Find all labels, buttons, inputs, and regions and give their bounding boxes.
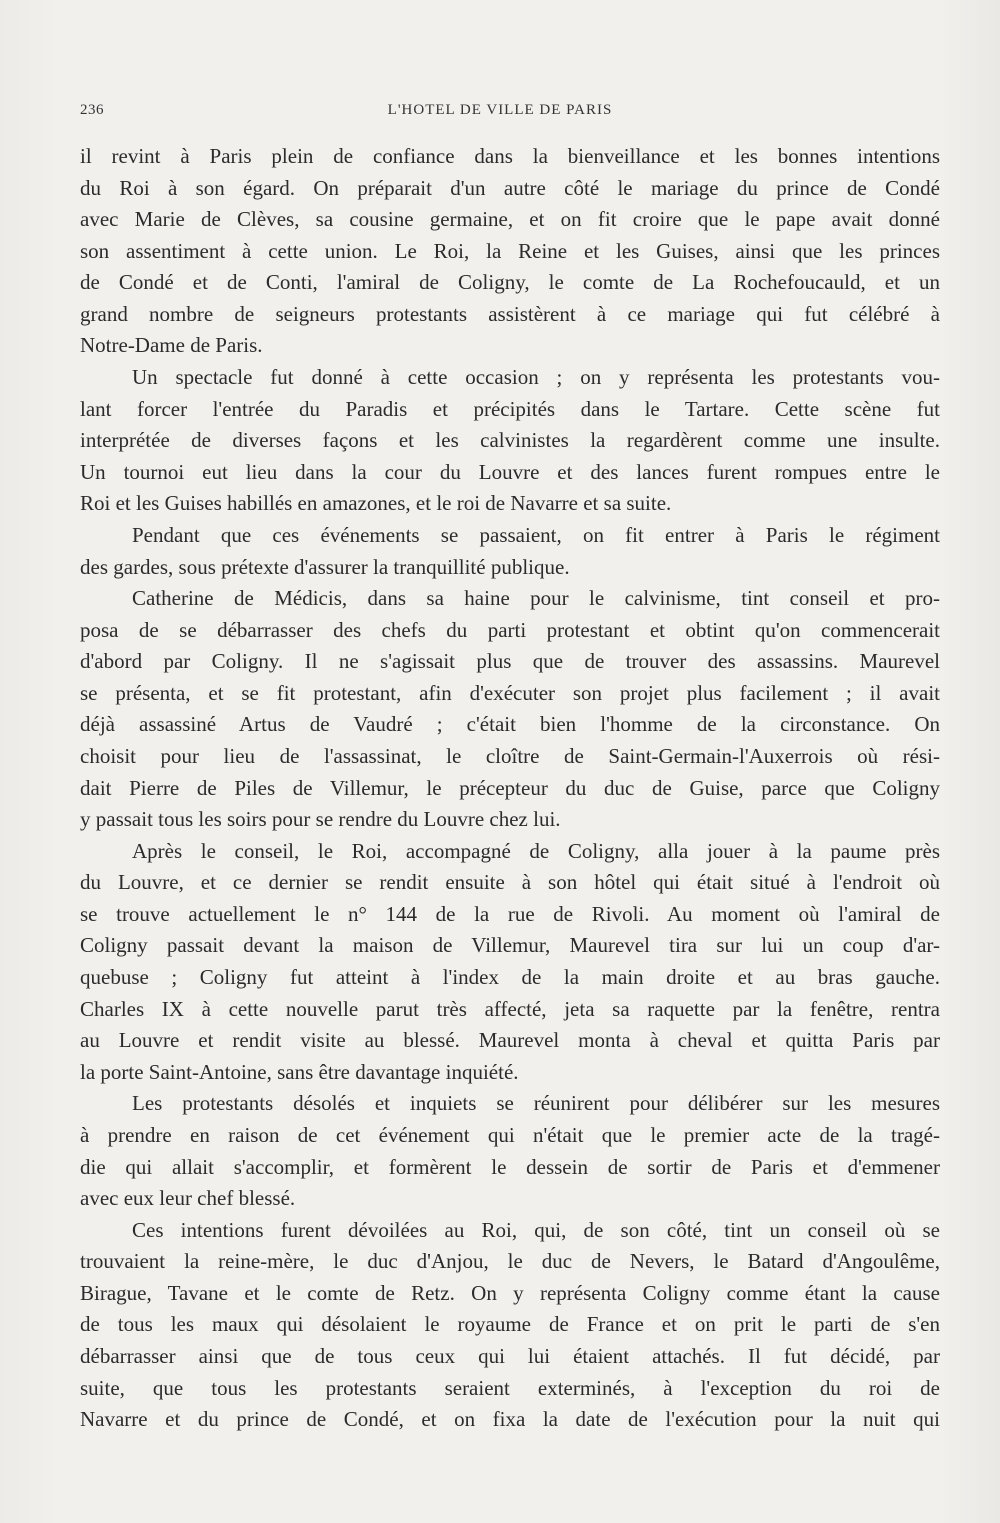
text-line: trouvaient la reine-mère, le duc d'Anjou, le duc de Nevers, le Batard d'Angoulême, (80, 1249, 940, 1274)
text-line: y passait tous les soirs pour se rendre du Louvre chez lui. (80, 807, 561, 832)
text-line: Roi et les Guises habillés en amazones, et le roi de Navarre et sa suite. (80, 491, 672, 516)
text-line: son assentiment à cette union. Le Roi, la Reine et les Guises, ainsi que les princes (80, 238, 940, 263)
paragraph-first-line: Ces intentions furent dévoilées au Roi, qui, de son côté, tint un conseil où se (132, 1217, 940, 1242)
text-line: de Condé et de Conti, l'amiral de Coligny, le comte de La Rochefoucauld, et un (80, 270, 940, 295)
text-line: avec Marie de Clèves, sa cousine germaine, et on fit croire que le pape avait donné (80, 207, 940, 232)
text-line: il revint à Paris plein de confiance dans la bienveillance et les bonnes intentions (80, 144, 940, 168)
text-line: Birague, Tavane et le comte de Retz. On y représenta Coligny comme étant la cause (80, 1280, 940, 1305)
text-line: à prendre en raison de cet événement qui n'était que le premier acte de la tragé- (80, 1122, 940, 1147)
text-line: grand nombre de seigneurs protestants assistèrent à ce mariage qui fut célébré à (80, 301, 940, 326)
text-line: suite, que tous les protestants seraient exterminés, à l'exception du roi de (80, 1375, 940, 1400)
paragraph-first-line: Un spectacle fut donné à cette occasion ; on y représenta les protestants vou- (132, 365, 940, 390)
text-line: Un tournoi eut lieu dans la cour du Louvre et des lances furent rompues entre le (80, 459, 940, 484)
text-line: interprétée de diverses façons et les calvinistes la regardèrent comme une insulte. (80, 428, 940, 453)
paragraph-first-line: Les protestants désolés et inquiets se réunirent pour délibérer sur les mesures (132, 1091, 940, 1116)
text-line: débarrasser ainsi que de tous ceux qui lui étaient attachés. Il fut décidé, par (80, 1343, 940, 1368)
text-line: d'abord par Coligny. Il ne s'agissait plus que de trouver des assassins. Maurevel (80, 649, 940, 674)
text-line: la porte Saint-Antoine, sans être davantage inquiété. (80, 1059, 519, 1084)
text-line: Notre-Dame de Paris. (80, 333, 263, 358)
text-line: die qui allait s'accomplir, et formèrent le dessein de sortir de Paris et d'emmener (80, 1154, 940, 1179)
text-line: des gardes, sous prétexte d'assurer la tranquillité publique. (80, 554, 570, 579)
text-line: Charles IX à cette nouvelle parut très affecté, jeta sa raquette par la fenêtre, rentra (80, 996, 940, 1021)
text-line: déjà assassiné Artus de Vaudré ; c'était bien l'homme de la circonstance. On (80, 712, 940, 737)
text-line: au Louvre et rendit visite au blessé. Maurevel monta à cheval et quitta Paris par (80, 1028, 940, 1053)
text-line: de tous les maux qui désolaient le royaume de France et on prit le parti de s'en (80, 1312, 940, 1337)
text-line: choisit pour lieu de l'assassinat, le cloître de Saint-Germain-l'Auxerrois où rési- (80, 743, 940, 768)
text-line: Navarre et du prince de Condé, et on fixa la date de l'exécution pour la nuit qui (80, 1407, 940, 1432)
running-head (0, 102, 1000, 126)
text-line: se présenta, et se fit protestant, afin d'exécuter son projet plus facilement ; il avait (80, 680, 940, 705)
text-line: se trouve actuellement le n° 144 de la rue de Rivoli. Au moment où l'amiral de (80, 901, 940, 926)
text-line: dait Pierre de Piles de Villemur, le précepteur du duc de Guise, parce que Coligny (80, 775, 940, 800)
text-line: posa de se débarrasser des chefs du parti protestant et obtint qu'on commencerait (80, 617, 940, 642)
text-line: Coligny passait devant la maison de Villemur, Maurevel tira sur lui un coup d'ar- (80, 933, 940, 958)
text-line: avec eux leur chef blessé. (80, 1186, 296, 1211)
paragraph-first-line: Après le conseil, le Roi, accompagné de Coligny, alla jouer à la paume près (132, 838, 940, 863)
running-title: L'HOTEL DE VILLE DE PARIS (387, 102, 613, 118)
paragraph-first-line: Catherine de Médicis, dans sa haine pour le calvinisme, tint conseil et pro- (132, 586, 940, 611)
text-line: du Roi à son égard. On préparait d'un autre côté le mariage du prince de Condé (80, 175, 940, 200)
text-line: du Louvre, et ce dernier se rendit ensuite à son hôtel qui était situé à l'endroit où (80, 870, 940, 895)
page-number: 236 (80, 102, 104, 118)
body-text (80, 141, 940, 1436)
paragraph-first-line: Pendant que ces événements se passaient, on fit entrer à Paris le régiment (132, 522, 940, 547)
text-line: quebuse ; Coligny fut atteint à l'index de la main droite et au bras gauche. (80, 965, 940, 990)
text-line: lant forcer l'entrée du Paradis et précipités dans le Tartare. Cette scène fut (80, 396, 940, 421)
